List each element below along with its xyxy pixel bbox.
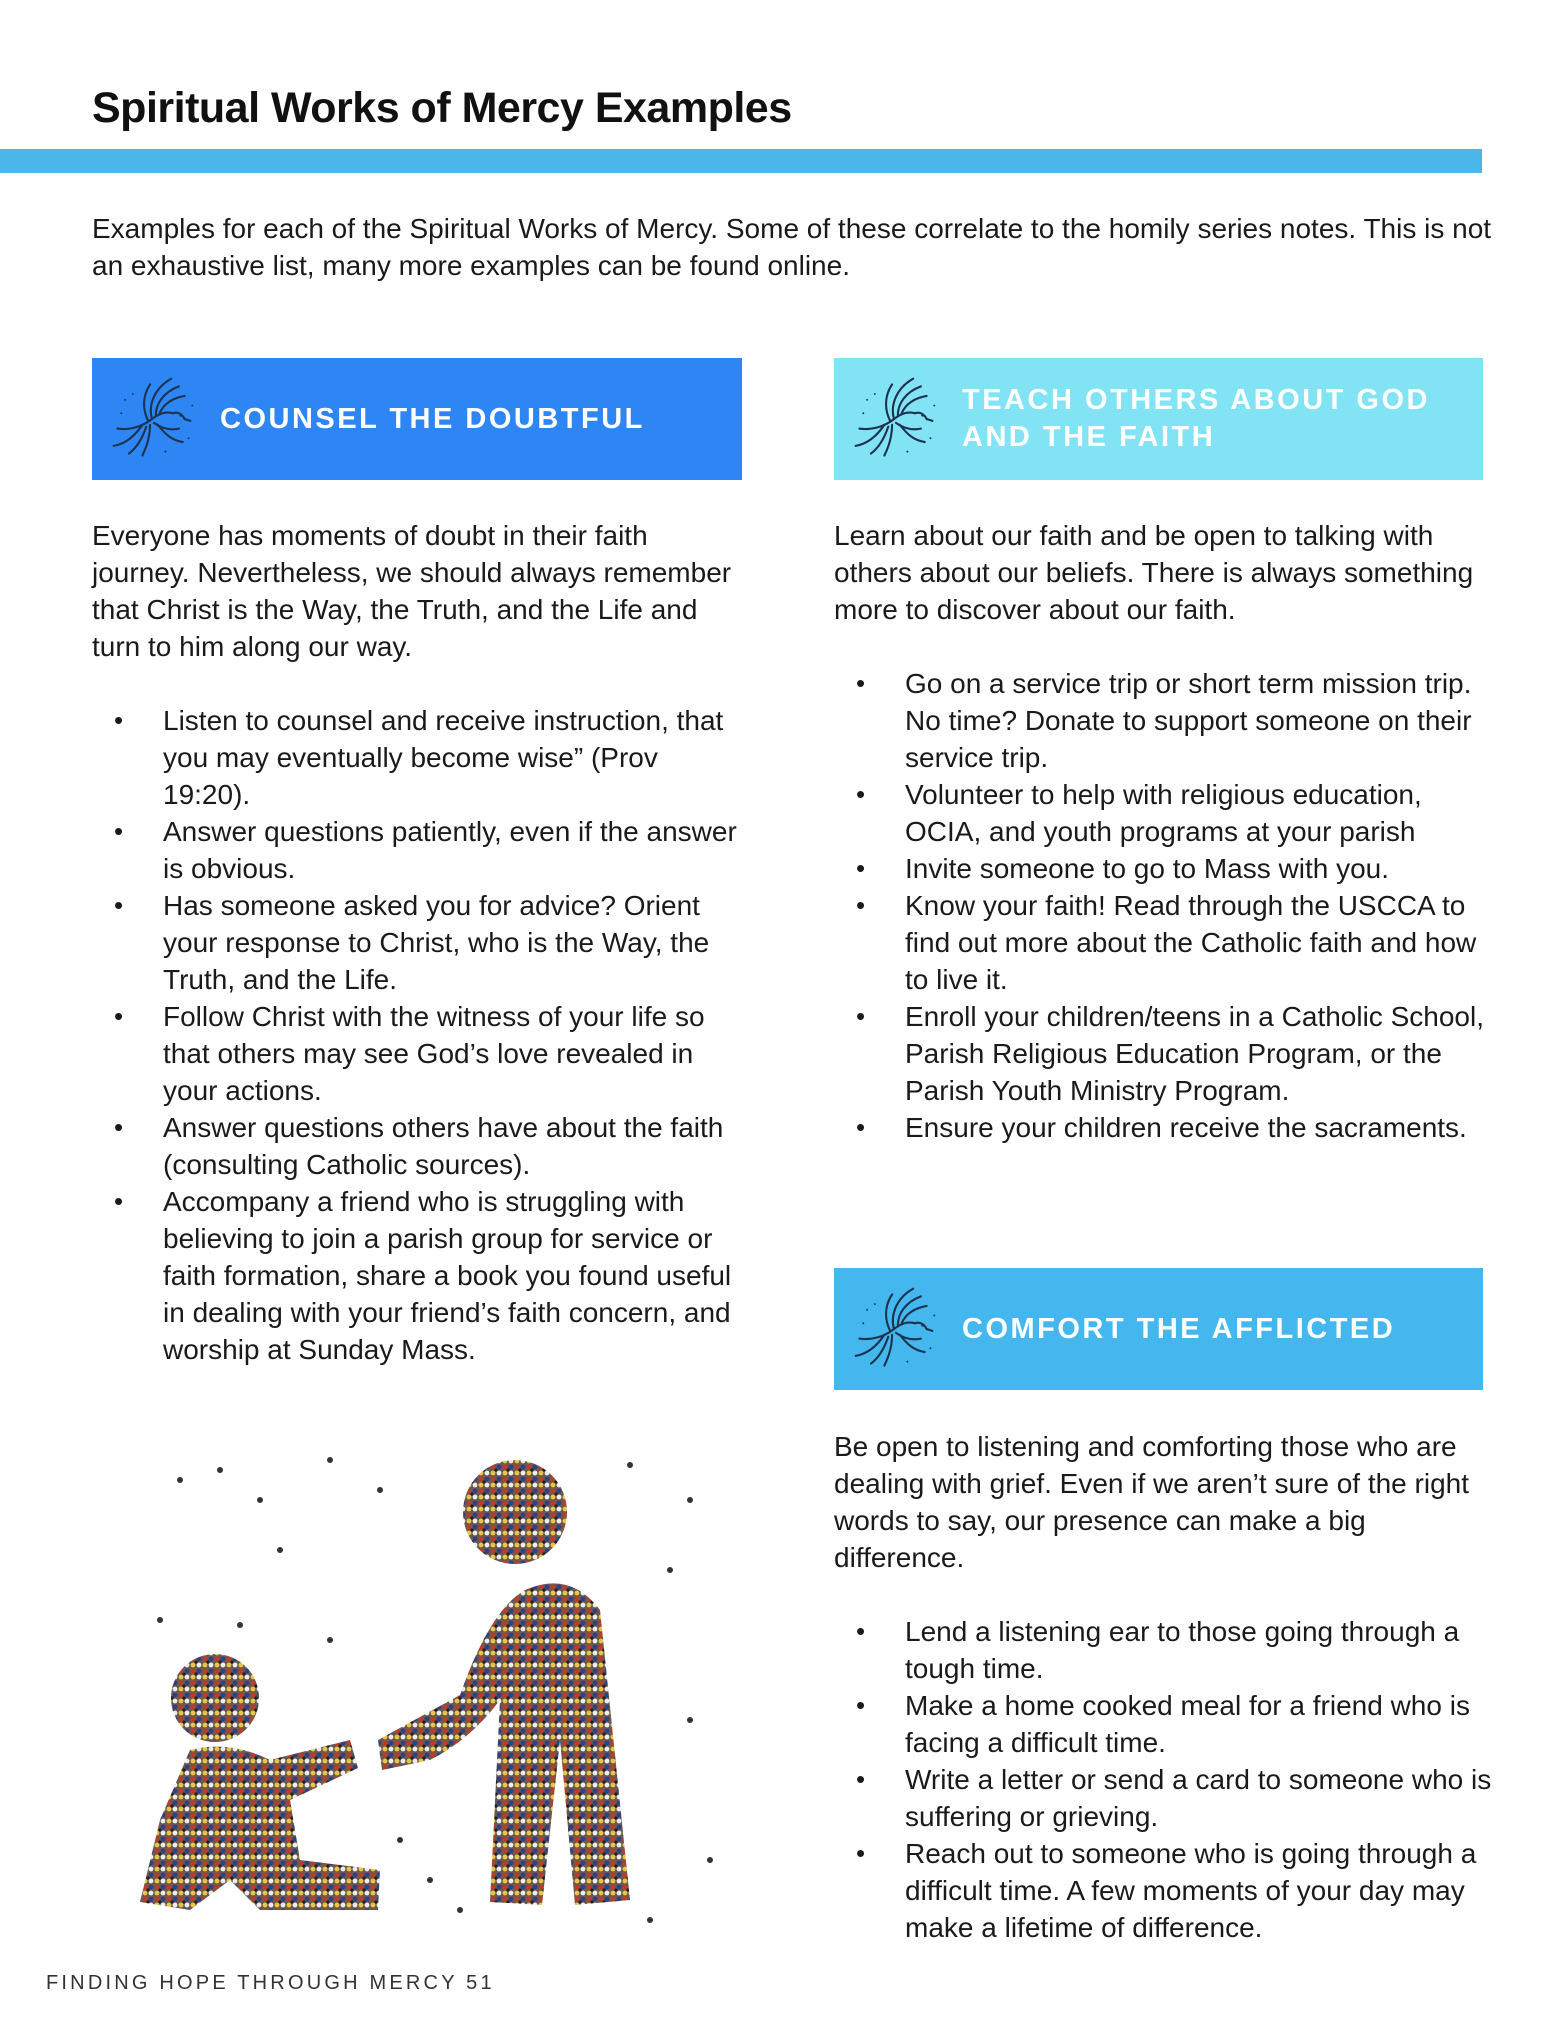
list-item: • Has someone asked you for advice? Orient your response to Christ, who is the Way, the Truth, and the Life. [92, 887, 752, 998]
teach-heading-line1: TEACH OTHERS ABOUT GOD [962, 384, 1430, 416]
list-item: • Answer questions others have about the faith (consulting Catholic sources). [92, 1109, 752, 1183]
list-item: • Answer questions patiently, even if the answer is obvious. [92, 813, 752, 887]
crowd-figures-image [130, 1440, 740, 1940]
list-item: • Accompany a friend who is struggling with believing to join a parish group for service or faith formation, share a book you found useful in dealing with your friend’s faith concern, and worship at Sunday Mass. [92, 1183, 752, 1368]
dove-icon [104, 369, 200, 469]
title-rule [0, 149, 1482, 173]
list-item: • Go on a service trip or short term mission trip. No time? Donate to support someone on their service trip. [834, 665, 1494, 776]
teach-intro: Learn about our faith and be open to talking with others about our beliefs. There is always something more to discover about our faith. [834, 520, 1474, 625]
list-item: • Lend a listening ear to those going through a tough time. [834, 1613, 1494, 1687]
list-item: • Invite someone to go to Mass with you. [834, 850, 1494, 887]
counsel-heading: COUNSEL THE DOUBTFUL [220, 402, 645, 435]
intro-paragraph: Examples for each of the Spiritual Works of Mercy. Some of these correlate to the homily series notes. This is not an exhaustive list, many more examples can be found online. [92, 213, 1492, 281]
counsel-list [92, 702, 752, 1368]
dove-icon [846, 369, 942, 469]
teach-banner [834, 358, 1483, 480]
list-item: • Enroll your children/teens in a Catholic School, Parish Religious Education Program, or the Parish Youth Ministry Program. [834, 998, 1494, 1109]
list-item: • Know your faith! Read through the USCCA to find out more about the Catholic faith and how to live it. [834, 887, 1494, 998]
list-item: • Write a letter or send a card to someone who is suffering or grieving. [834, 1761, 1494, 1835]
counsel-intro: Everyone has moments of doubt in their faith journey. Nevertheless, we should always remember that Christ is the Way, the Truth, and the Life and turn to him along our way. [92, 520, 732, 662]
list-item: • Ensure your children receive the sacraments. [834, 1109, 1494, 1146]
list-item: • Listen to counsel and receive instruction, that you may eventually become wise” (Prov 19:20). [92, 702, 752, 813]
comfort-intro: Be open to listening and comforting those who are dealing with grief. Even if we aren’t sure of the right words to say, our presence can make a big difference. [834, 1431, 1470, 1573]
list-item: • Volunteer to help with religious education, OCIA, and youth programs at your parish [834, 776, 1494, 850]
teach-list [834, 665, 1494, 1146]
teach-heading-line2: AND THE FAITH [962, 421, 1216, 453]
dove-icon [846, 1279, 942, 1379]
comfort-banner [834, 1268, 1483, 1390]
list-item: • Reach out to someone who is going through a difficult time. A few moments of your day may make a lifetime of difference. [834, 1835, 1494, 1946]
teach-heading [962, 382, 1430, 456]
comfort-list [834, 1613, 1494, 1946]
comfort-heading: COMFORT THE AFFLICTED [962, 1312, 1396, 1345]
page-footer: FINDING HOPE THROUGH MERCY 51 [46, 1972, 495, 1994]
page-title: Spiritual Works of Mercy Examples [92, 84, 792, 132]
list-item: • Follow Christ with the witness of your life so that others may see God’s love revealed in your actions. [92, 998, 752, 1109]
list-item: • Make a home cooked meal for a friend who is facing a difficult time. [834, 1687, 1494, 1761]
counsel-banner [92, 358, 742, 480]
